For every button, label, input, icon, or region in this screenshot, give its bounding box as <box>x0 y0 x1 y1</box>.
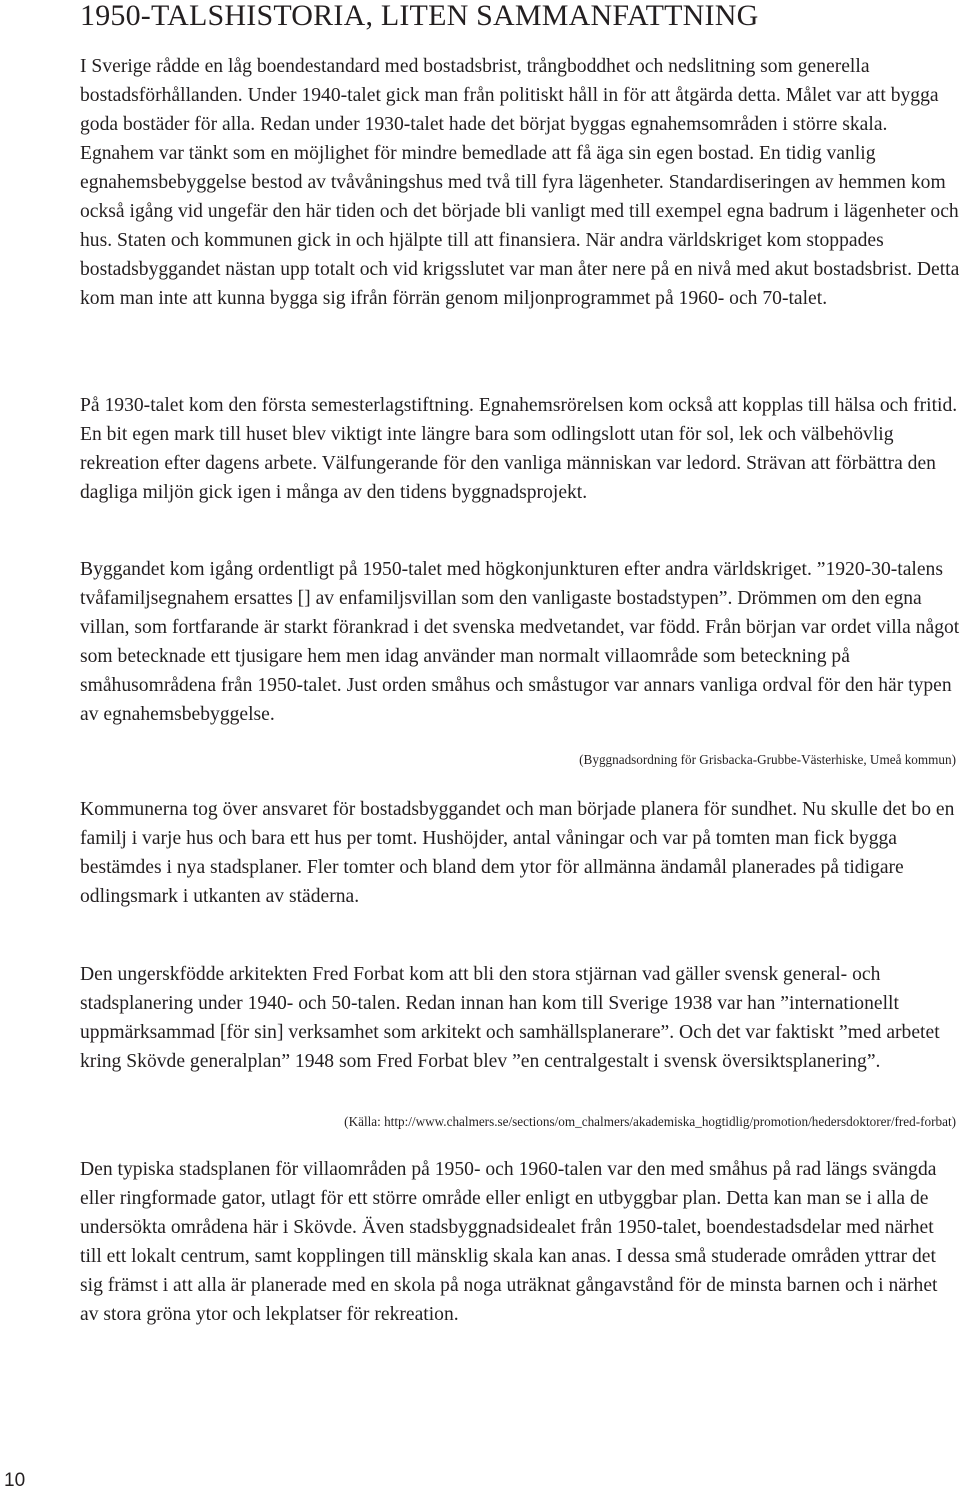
page-title: 1950-TALSHISTORIA, LITEN SAMMANFATTNING <box>80 0 759 32</box>
paragraph-typical-town-plan: Den typiska stadsplanen för villaområden på 1950- och 1960-talen var den med småhus på rad längs svängda eller ringformade gator, utlagt för ett större område eller enligt en utbyggbar plan. Detta kan man se i alla de undersökta områdena här i Skövde. Även stadsbyggnadsidealet från 1950-talet, boendestadsdelar med närhet till ett lokalt centrum, samt kopplingen till mänsklig skala kan anas. I dessa små studerade områden yttrar det sig främst i att alla är planerade med en skola på noga uträknat gångavstånd för de minsta barnen och i närhet av stora gröna ytor och lekplatser för rekreation. <box>80 1159 938 1325</box>
paragraph-1950s-building: Byggandet kom igång ordentligt på 1950-talet med högkonjunkturen efter andra världskriget. ”1920-30-talens tvåfamiljsegnahem ersattes [] av enfamiljsvillan som den vanligaste bostadstypen”. Drömmen om den egna villan, som fortfarande är starkt förankrad i det svenska medvetandet, var född. Från början var ordet villa något som betecknade ett tjusigare hem men idag använder man normalt villaområde som beteckning på småhusområdena från 1950-talet. Just orden småhus och småstugor var annars vanliga ordval för den här typen av egnahemsbebyggelse. <box>80 559 960 725</box>
paragraph-holiday-legislation: På 1930-talet kom den första semesterlagstiftning. Egnahemsrörelsen kom också att kopplas till hälsa och fritid. En bit egen mark till huset blev viktigt inte längre bara som odlingslott utan för sol, lek och välbehövlig rekreation efter dagens arbete. Välfungerande för den vanliga människan var ledord. Strävan att förbättra den dagliga miljön gick igen i många av den tidens byggnadsprojekt. <box>80 395 958 503</box>
paragraph-fred-forbat: Den ungerskfödde arkitekten Fred Forbat kom att bli den stora stjärnan vad gäller svensk general- och stadsplanering under 1940- och 50-talen. Redan innan han kom till Sverige 1938 var han ”internationellt uppmärksammad [för sin] verksamhet som arkitekt och samhällsplanerare”. Och det var faktiskt ”med arbetet kring Skövde generalplan” 1948 som Fred Forbat blev ”en centralgestalt i svensk översiktsplanering”. <box>80 964 940 1072</box>
page-number: 10 <box>4 1470 26 1491</box>
source-caption: (Källa: http://www.chalmers.se/sections/om_chalmers/akademiska_hogtidlig/promotion/hedersdoktorer/fred-forbat) <box>344 1114 956 1129</box>
source-caption: (Byggnadsordning för Grisbacka-Grubbe-Västerhiske, Umeå kommun) <box>579 752 956 767</box>
paragraph-housing-history: I Sverige rådde en låg boendestandard med bostadsbrist, trångboddhet och nedslitning som generella bostadsförhållanden. Under 1940-talet gick man från politiskt håll in för att åtgärda detta. Målet var att bygga goda bostäder för alla. Redan under 1930-talet hade det börjat byggas egnahemsområden i större skala. Egnahem var tänkt som en möjlighet för mindre bemedlade att få äga sin egen bostad. En tidig vanlig egnahemsbebyggelse bestod av tvåvåningshus med två till fyra lägenheter. Standardiseringen av hemmen kom också igång vid ungefär den här tiden och det började bli vanligt med till exempel egna badrum i lägenheter och hus. Staten och kommunen gick in och hjälpte till att finansiera. När andra världskriget kom stoppades bostadsbyggandet nästan upp totalt och vid krigsslutet var man åter nere på en nivå med akut bostadsbrist. Detta kom man inte att kunna bygga sig ifrån förrän genom miljonprogrammet på 1960- och 70-talet. <box>80 56 960 309</box>
paragraph-municipal-planning: Kommunerna tog över ansvaret för bostadsbyggandet och man började planera för sundhet. Nu skulle det bo en familj i varje hus och bara ett hus per tomt. Hushöjder, antal våningar och var på tomten man fick bygga bestämdes i nya stadsplaner. Fler tomter och bland dem ytor för allmänna ändamål planerades på tidigare odlingsmark i utkanten av städerna. <box>80 799 955 907</box>
